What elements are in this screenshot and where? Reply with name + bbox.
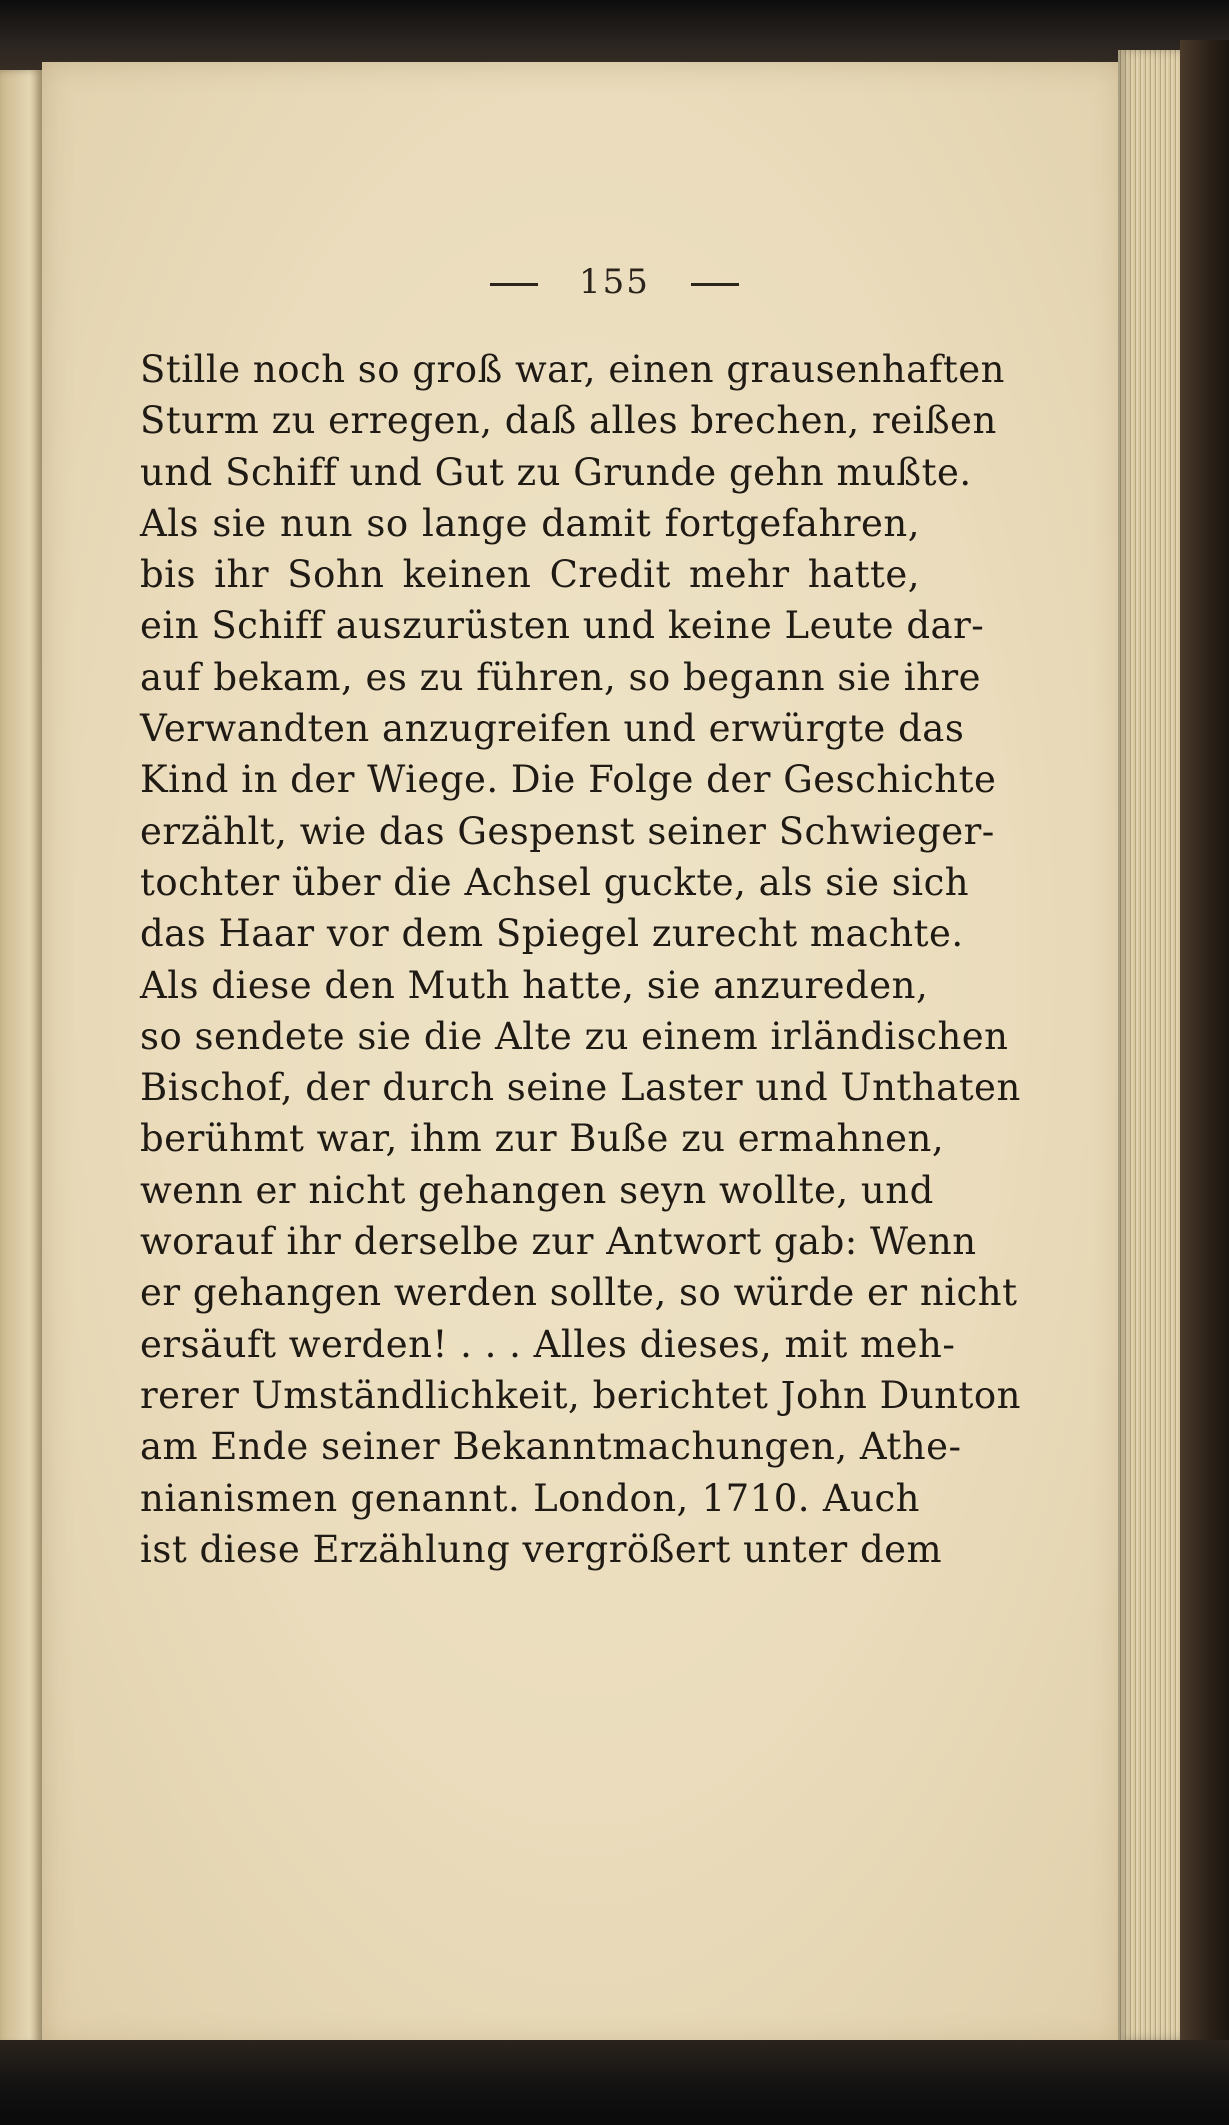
text-line: Bischof, der durch seine Laster und Unthaten [140,1066,1021,1110]
text-line: das Haar vor dem Spiegel zurecht machte. [140,912,964,956]
book-cover-edge [1180,40,1229,2050]
text-line: bis ihr Sohn keinen Credit mehr hatte, [140,553,920,597]
text-line: auf bekam, es zu führen, so begann sie ihre [140,655,982,699]
page-number: 155 [579,262,650,302]
text-line: berühmt war, ihm zur Buße zu ermahnen, [140,1117,945,1161]
text-line: wenn er nicht gehangen seyn wollte, und [140,1168,934,1212]
book-binding-bottom [0,2040,1229,2125]
text-line: rerer Umständlichkeit, berichtet John Dunton [140,1373,1021,1417]
text-line: Stille noch so groß war, einen grausenhaften [140,348,1006,391]
text-line: und Schiff und Gut zu Grunde gehn mußte. [140,450,972,494]
text-line: er gehangen werden sollte, so würde er nicht [140,1271,1018,1315]
text-line: Als sie nun so lange damit fortgefahren, [140,501,920,545]
text-line: nianismen genannt. London, 1710. Auch [140,1476,920,1520]
text-line: Verwandten anzugreifen und erwürgte das [140,707,965,751]
text-line: erzählt, wie das Gespenst seiner Schwieger- [140,809,995,853]
text-line: am Ende seiner Bekanntmachungen, Athe- [140,1425,962,1469]
text-line: ersäuft werden! . . . Alles dieses, mit meh- [140,1322,956,1366]
text-line: Kind in der Wiege. Die Folge der Geschichte [140,758,997,802]
text-line: so sendete sie die Alte zu einem irländischen [140,1014,1009,1058]
page-stack-edge [1118,50,1188,2040]
page-header [0,262,1229,302]
body-text [140,344,1021,1575]
text-line: ist diese Erzählung vergrößert unter dem [140,1527,943,1571]
text-line: tochter über die Achsel guckte, als sie sich [140,860,970,904]
text-line: Sturm zu erregen, daß alles brechen, reißen [140,399,997,443]
text-line: Als diese den Muth hatte, sie anzureden, [140,963,929,1007]
facing-page-edge [0,70,42,2045]
text-line: ein Schiff auszurüsten und keine Leute dar- [140,604,985,648]
header-dash-left [490,283,538,286]
header-dash-right [691,283,739,286]
text-line: worauf ihr derselbe zur Antwort gab: Wenn [140,1220,977,1264]
